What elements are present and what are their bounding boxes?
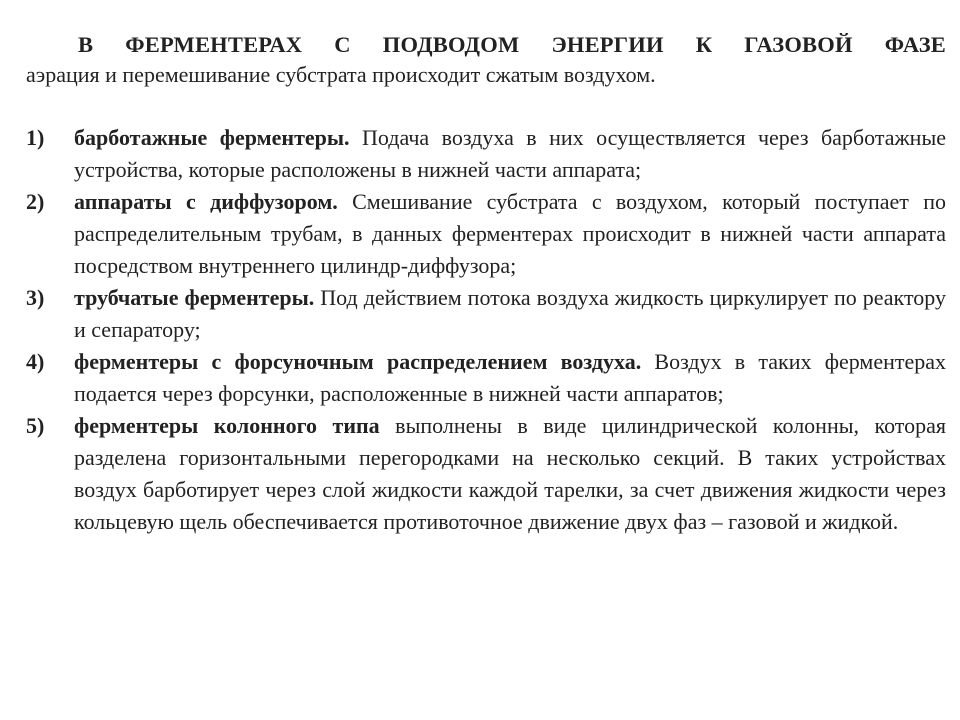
list-item-3: [26, 282, 946, 346]
item-text: выполнены в виде цилиндрической колонны, которая разделена горизонтальными перегородками на несколько секций. В таких устройствах воздух барботирует через слой жидкости каждой тарелки, за счет движения жидкости через кольцевую щель обеспечивается противоточное движение двух фаз – газовой и жидкой.: [74, 413, 946, 534]
list-item-5: [26, 410, 946, 538]
item-text: Воздух в таких ферментерах подается через форсунки, расположенные в нижней части аппаратов;: [74, 349, 946, 406]
item-term: ферментеры колонного типа: [74, 413, 380, 438]
item-term: барботажные ферментеры.: [74, 125, 350, 150]
list-item-1: [26, 122, 946, 186]
item-term: ферментеры с форсуночным распределением воздуха.: [74, 349, 642, 374]
fermenter-list: [26, 122, 946, 538]
item-text: Смешивание субстрата с воздухом, который поступает по распределительным трубам, в данных ферментерах происходит в нижней части аппарата посредством внутреннего цилиндр-диффузора;: [74, 189, 946, 278]
heading: В ФЕРМЕНТЕРАХ С ПОДВОДОМ ЭНЕРГИИ К ГАЗОВОЙ ФАЗЕ: [78, 32, 946, 57]
item-text: Под действием потока воздуха жидкость циркулирует по реактору и сепаратору;: [74, 285, 946, 342]
item-number: 4): [26, 349, 45, 374]
item-body: [74, 346, 946, 410]
item-body: [74, 410, 946, 538]
item-number: 1): [26, 125, 45, 150]
item-term: трубчатые ферментеры.: [74, 285, 315, 310]
item-number: 3): [26, 285, 45, 310]
subtitle: аэрация и перемешивание субстрата происходит сжатым воздухом.: [26, 62, 656, 87]
item-text: Подача воздуха в них осуществляется через барботажные устройства, которые расположены в нижней части аппарата;: [74, 125, 946, 182]
list-item-4: [26, 346, 946, 410]
item-body: [74, 122, 946, 186]
item-number: 2): [26, 189, 45, 214]
item-number: 5): [26, 413, 45, 438]
item-term: аппараты с диффузором.: [74, 189, 338, 214]
item-body: [74, 186, 946, 282]
list-item-2: [26, 186, 946, 282]
item-body: [74, 282, 946, 346]
